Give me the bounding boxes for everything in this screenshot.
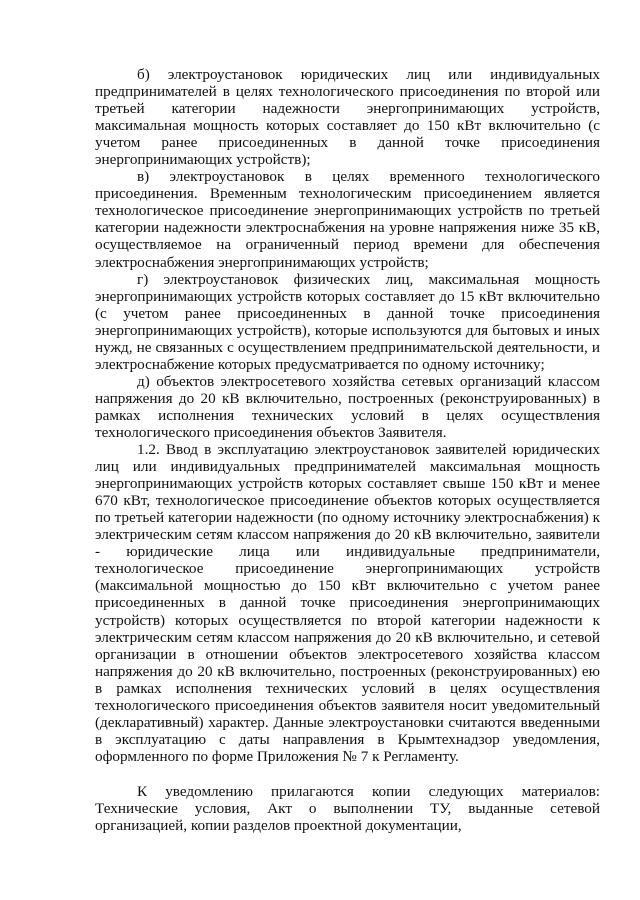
paragraph-item-g: г) электроустановок физических лиц, максимальная мощность энергопринимающих устройств которых составляет до 15 кВт включительно (с учетом ранее присоединенных в данной точке присоединения энергопринимающих устройств), которые используются для бытовых и иных нужд, не связанных с осуществлением предпринимательской деятельности, и электроснабжение которых предусматривается по одному источнику; — [95, 270, 600, 373]
paragraph-item-v: в) электроустановок в целях временного технологического присоединения. Временным технологическим присоединением является технологическое присоединение энергопринимающих устройств по третьей категории надежности электроснабжения на уровне напряжения ниже 35 кВ, осуществляемое на ограниченный период времени для обеспечения электроснабжения энергопринимающих устройств; — [95, 168, 600, 271]
document-page — [95, 66, 600, 834]
paragraph-item-d: д) объектов электросетевого хозяйства сетевых организаций классом напряжения до 20 кВ включительно, построенных (реконструированных) в рамках исполнения технических условий в целях осуществления технологического присоединения объектов Заявителя. — [95, 372, 600, 441]
paragraph-section-1-2: 1.2. Ввод в эксплуатацию электроустановок заявителей юридических лиц или индивидуальных предпринимателей максимальная мощность энергопринимающих устройств которых составляет свыше 150 кВт и менее 670 кВт, технологическое присоединение объектов которых осуществляется по третьей категории надежности (по одному источнику электроснабжения) к электрическим сетям классом напряжения до 20 кВ включительно, заявители - юридические лица или индивидуальные предприниматели, технологическое присоединение энергопринимающих устройств (максимальной мощностью до 150 кВт включительно с учетом ранее присоединенных в данной точке присоединения энергопринимающих устройств) которых осуществляется по второй категории надежности к электрическим сетям классом напряжения до 20 кВ включительно, и сетевой организации в отношении объектов электросетевого хозяйства классом напряжения до 20 кВ включительно, построенных (реконструированных) ею в рамках исполнения технических условий в целях осуществления технологического присоединения объектов заявителя носит уведомительный (декларативный) характер. Данные электроустановки считаются введенными в эксплуатацию с даты направления в Крымтехнадзор уведомления, оформленного по форме Приложения № 7 к Регламенту. — [95, 441, 600, 765]
paragraph-item-b: б) электроустановок юридических лиц или индивидуальных предпринимателей в целях технологического присоединения по второй или третьей категории надежности энергопринимающих устройств, максимальная мощность которых составляет до 150 кВт включительно (с учетом ранее присоединенных в данной точке присоединения энергопринимающих устройств); — [95, 66, 600, 169]
paragraph-attachments: К уведомлению прилагаются копии следующих материалов: Технические условия, Акт о выполнении ТУ, выданные сетевой организацией, копии разделов проектной документации, — [95, 782, 600, 835]
